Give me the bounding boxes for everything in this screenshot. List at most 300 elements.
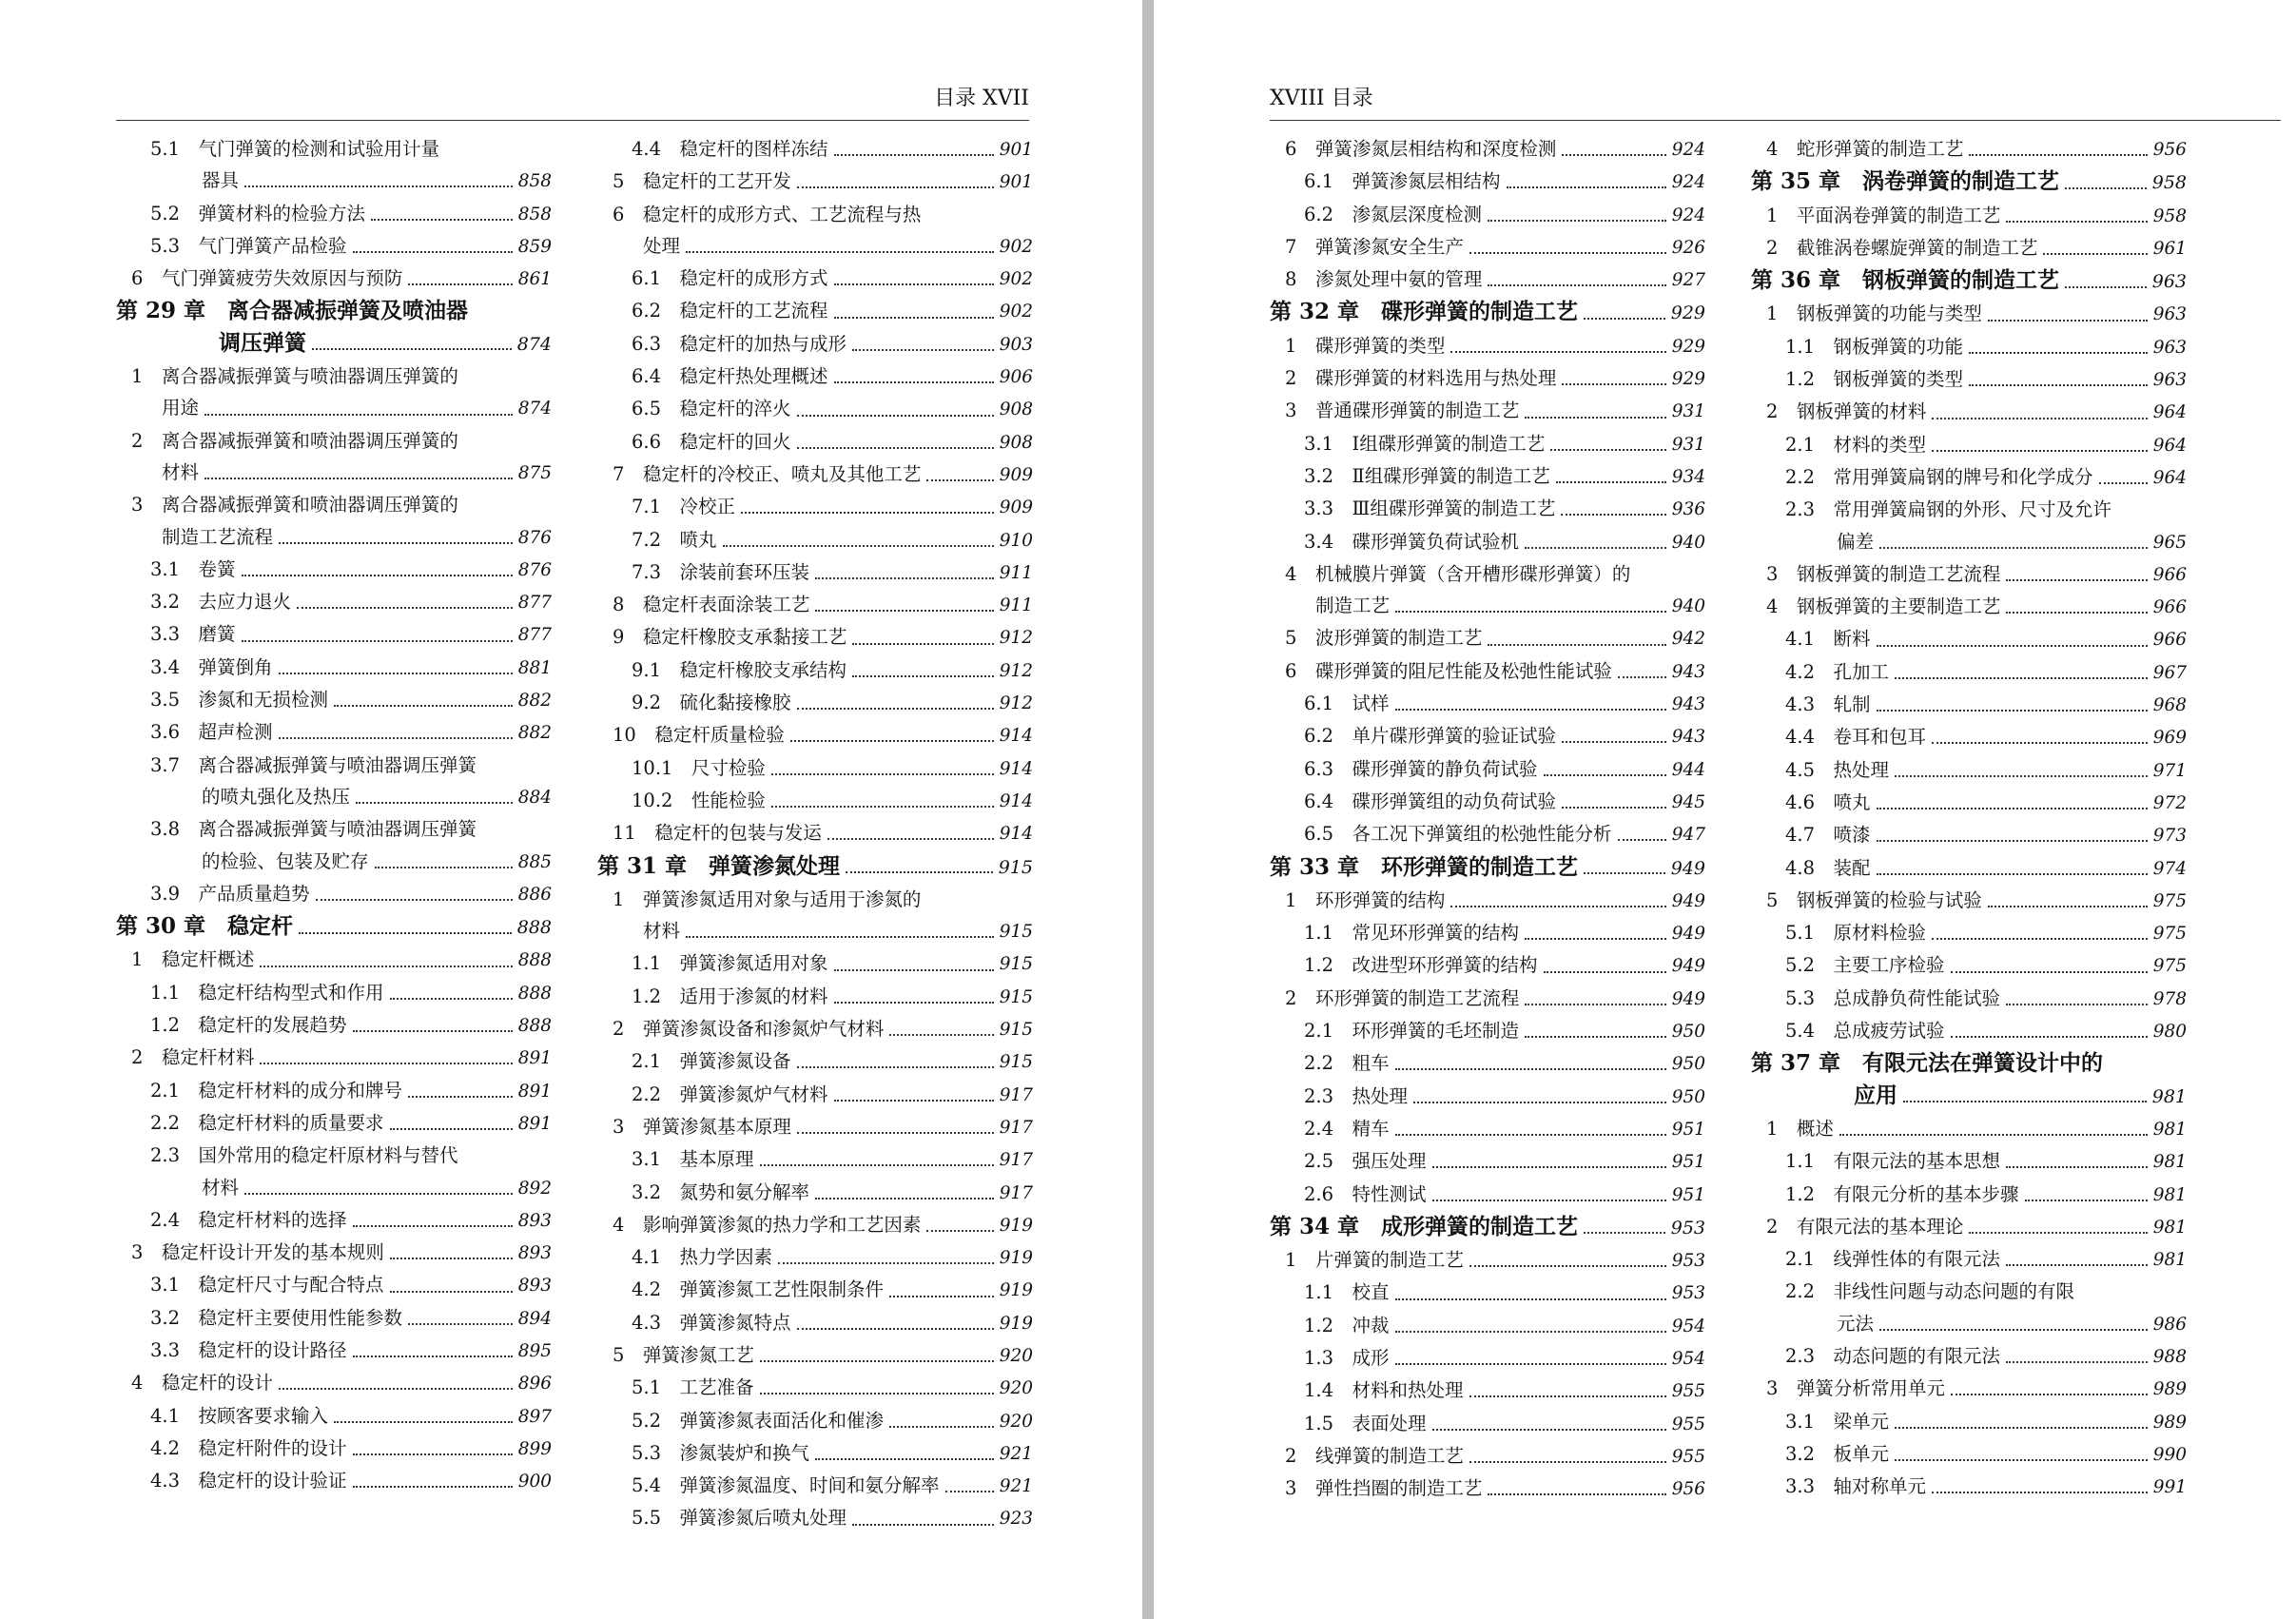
leader-dots [2099, 482, 2148, 484]
toc-entry-title: 9.1 稳定杆橡胶支承结构 [632, 658, 847, 681]
toc-entry-title: 5.2 弹簧渗氮表面活化和催渗 [632, 1409, 885, 1432]
toc-entry[interactable] [1751, 461, 2187, 494]
toc-entry[interactable] [116, 977, 552, 1009]
toc-entry[interactable] [597, 133, 1033, 166]
toc-entry[interactable] [1751, 1276, 2187, 1340]
toc-entry-title: 6.1 弹簧渗氮层相结构 [1304, 170, 1501, 193]
toc-entry[interactable] [116, 1042, 552, 1074]
toc-entry[interactable] [1751, 754, 2187, 787]
toc-page-number: 951 [1671, 1119, 1705, 1140]
toc-entry[interactable] [597, 947, 1033, 980]
leader-dots [1413, 1102, 1666, 1103]
toc-entry[interactable] [597, 524, 1033, 556]
toc-entry[interactable] [1270, 885, 1705, 917]
toc-entry[interactable] [1751, 852, 2187, 885]
toc-entry-title: 第 36 章 钢板弹簧的制造工艺 [1751, 267, 2060, 294]
toc-entry-title: 2 有限元法的基本理论 [1766, 1215, 1964, 1238]
toc-entry[interactable] [597, 491, 1033, 523]
leader-dots [1469, 1265, 1666, 1267]
toc-entry[interactable] [597, 166, 1033, 198]
toc-entry[interactable] [1751, 1471, 2187, 1503]
toc-chapter-entry[interactable] [1270, 296, 1705, 329]
leader-dots [1488, 284, 1665, 286]
toc-entry[interactable] [1270, 786, 1705, 818]
toc-entry[interactable] [1270, 720, 1705, 752]
toc-column [1270, 133, 1705, 1505]
toc-page-number: 886 [517, 884, 552, 905]
toc-chapter-entry[interactable] [116, 295, 552, 361]
toc-entry[interactable] [597, 1437, 1033, 1470]
toc-entry[interactable] [1751, 1340, 2187, 1373]
toc-entry[interactable] [1751, 917, 2187, 949]
leader-dots [1951, 1394, 2148, 1395]
toc-entry[interactable] [597, 687, 1033, 719]
toc-page-number: 978 [2152, 988, 2187, 1009]
toc-entry[interactable] [597, 556, 1033, 589]
toc-entry[interactable] [116, 813, 552, 878]
toc-entry-title: 4.3 弹簧渗氮特点 [632, 1311, 791, 1334]
toc-entry[interactable] [116, 1400, 552, 1433]
toc-entry-title: 材料 [162, 460, 200, 483]
toc-entry[interactable] [1751, 558, 2187, 591]
leader-dots [353, 1453, 513, 1455]
toc-page-number: 915 [998, 856, 1033, 878]
toc-page-number: 986 [2152, 1314, 2187, 1335]
toc-chapter-entry[interactable] [1751, 166, 2187, 199]
toc-entry-title: 1 离合器减振弹簧与喷油器调压弹簧的 [131, 365, 458, 388]
toc-entry[interactable] [597, 295, 1033, 327]
toc-entry-title: 3.3 稳定杆的设计路径 [150, 1338, 347, 1361]
toc-entry[interactable] [1270, 362, 1705, 395]
toc-entry[interactable] [1751, 787, 2187, 819]
toc-entry[interactable] [1751, 133, 2187, 166]
leader-dots [390, 1128, 513, 1130]
toc-entry-title: 1.2 改进型环形弹簧的结构 [1304, 954, 1538, 977]
toc-entry[interactable] [1751, 1243, 2187, 1276]
toc-entry[interactable] [1270, 395, 1705, 427]
leader-dots [1932, 450, 2148, 452]
leader-dots [1507, 186, 1666, 188]
toc-entry[interactable] [1751, 298, 2187, 330]
toc-entry-title: 7.2 喷丸 [632, 528, 717, 551]
toc-entry[interactable] [597, 621, 1033, 653]
toc-entry[interactable] [1751, 494, 2187, 558]
leader-dots [408, 1096, 513, 1098]
toc-entry[interactable] [116, 198, 552, 230]
toc-page-number: 975 [2152, 890, 2187, 911]
toc-entry[interactable] [1270, 1375, 1705, 1407]
toc-entry[interactable] [116, 716, 552, 749]
leader-dots [815, 1198, 994, 1200]
toc-entry[interactable] [597, 1502, 1033, 1534]
toc-entry[interactable] [597, 426, 1033, 458]
toc-entry[interactable] [1751, 591, 2187, 623]
toc-page-number: 963 [2152, 370, 2187, 391]
toc-entry[interactable] [1270, 983, 1705, 1015]
leader-dots [889, 1426, 994, 1428]
toc-entry[interactable] [1270, 558, 1705, 623]
toc-entry-title: 第 37 章 有限元法在弹簧设计中的 [1751, 1050, 2104, 1077]
toc-page-number: 902 [999, 236, 1033, 257]
toc-entry-title: 4 机械膜片弹簧（含开槽形碟形弹簧）的 [1285, 562, 1631, 585]
toc-entry[interactable] [1270, 622, 1705, 654]
leader-dots [1932, 1492, 2148, 1493]
toc-entry[interactable] [116, 1302, 552, 1335]
toc-entry[interactable] [597, 1274, 1033, 1306]
toc-page-number: 949 [1671, 988, 1705, 1009]
toc-entry-title: 2.1 环形弹簧的毛坯制造 [1304, 1020, 1520, 1043]
toc-entry[interactable] [597, 1013, 1033, 1045]
leader-dots [926, 1230, 993, 1232]
toc-entry-title: 6.4 稳定杆热处理概述 [632, 365, 828, 388]
toc-entry[interactable] [1751, 363, 2187, 396]
toc-entry[interactable] [597, 1143, 1033, 1176]
leader-dots [1618, 839, 1666, 841]
toc-entry-title: 2.2 常用弹簧扁钢的牌号和化学成分 [1785, 465, 2093, 488]
toc-entry[interactable] [1751, 1179, 2187, 1211]
toc-entry[interactable] [597, 199, 1033, 263]
toc-entry[interactable] [597, 1405, 1033, 1437]
toc-entry[interactable] [116, 1465, 552, 1497]
toc-entry[interactable] [597, 1241, 1033, 1274]
leader-dots [797, 708, 994, 710]
toc-entry-title: 2.2 稳定杆材料的质量要求 [150, 1111, 384, 1134]
toc-entry-title: 3.8 离合器减振弹簧与喷油器调压弹簧 [150, 818, 477, 841]
toc-chapter-entry[interactable] [1751, 264, 2187, 298]
toc-entry[interactable] [597, 328, 1033, 361]
toc-entry-title: 1 稳定杆概述 [131, 948, 255, 971]
toc-entry[interactable] [1270, 493, 1705, 525]
toc-page-number: 912 [999, 660, 1033, 681]
toc-entry[interactable] [116, 1075, 552, 1107]
toc-entry[interactable] [597, 1339, 1033, 1372]
toc-entry[interactable] [597, 1177, 1033, 1209]
toc-page-number: 858 [517, 204, 552, 224]
toc-entry[interactable] [1751, 983, 2187, 1015]
toc-page-number: 893 [517, 1210, 552, 1231]
leader-dots [2006, 612, 2147, 614]
toc-entry-title: 2.2 弹簧渗氮炉气材料 [632, 1083, 828, 1105]
toc-entry-title: 3 离合器减振弹簧和喷油器调压弹簧的 [131, 494, 458, 517]
toc-entry-title: 1.5 表面处理 [1304, 1412, 1427, 1434]
leader-dots [408, 1323, 513, 1325]
toc-entry[interactable] [116, 263, 552, 295]
toc-page-number: 990 [2152, 1444, 2187, 1465]
toc-page-number: 924 [1671, 140, 1705, 160]
toc-entry[interactable] [1270, 1145, 1705, 1178]
toc-entry[interactable] [1270, 526, 1705, 558]
toc-entry[interactable] [597, 1372, 1033, 1404]
toc-entry[interactable] [116, 750, 552, 814]
leader-dots [797, 415, 994, 417]
leader-dots [1395, 709, 1666, 711]
leader-dots [2006, 1361, 2148, 1363]
toc-entry[interactable] [1270, 1473, 1705, 1505]
toc-entry[interactable] [116, 1009, 552, 1042]
toc-entry[interactable] [116, 133, 552, 198]
toc-entry[interactable] [116, 1237, 552, 1269]
leader-dots [1895, 1459, 2148, 1461]
toc-entry-title: 调压弹簧 [219, 329, 306, 356]
leader-dots [1395, 611, 1666, 613]
toc-entry[interactable] [1751, 656, 2187, 689]
toc-entry[interactable] [1751, 885, 2187, 917]
toc-entry[interactable] [597, 752, 1033, 785]
toc-entry[interactable] [1270, 1113, 1705, 1145]
toc-page-number: 885 [517, 851, 552, 872]
toc-entry[interactable] [116, 554, 552, 586]
toc-entry[interactable] [116, 1335, 552, 1367]
toc-entry[interactable] [597, 785, 1033, 817]
toc-entry[interactable] [1270, 1244, 1705, 1277]
toc-entry[interactable] [597, 263, 1033, 295]
left-page [0, 0, 1142, 1619]
toc-chapter-entry[interactable] [1751, 1047, 2187, 1113]
toc-entry[interactable] [116, 586, 552, 618]
toc-entry-title: 偏差 [1837, 530, 1875, 553]
toc-entry[interactable] [1270, 917, 1705, 949]
toc-chapter-entry[interactable] [116, 910, 552, 944]
leader-dots [1988, 320, 2148, 322]
toc-entry[interactable] [1751, 1015, 2187, 1047]
toc-entry[interactable] [597, 654, 1033, 687]
toc-page-number: 969 [2152, 728, 2187, 749]
toc-page-number: 920 [999, 1411, 1033, 1432]
leader-dots [408, 283, 512, 285]
toc-entry[interactable] [597, 1307, 1033, 1339]
toc-entry[interactable] [1270, 1440, 1705, 1473]
leader-dots [1969, 352, 2148, 354]
toc-entry[interactable] [1751, 232, 2187, 264]
leader-dots [1395, 1331, 1666, 1333]
toc-entry-title: 4 蛇形弹簧的制造工艺 [1766, 138, 1964, 160]
toc-entry[interactable] [116, 1204, 552, 1237]
toc-entry-title: 制造工艺 [1315, 595, 1391, 617]
toc-entry[interactable] [1270, 1179, 1705, 1211]
toc-entry[interactable] [116, 230, 552, 263]
leader-dots [945, 1491, 994, 1492]
toc-page-number: 950 [1671, 1022, 1705, 1043]
toc-entry[interactable] [1270, 1081, 1705, 1113]
toc-entry[interactable] [1270, 166, 1705, 198]
leader-dots [1584, 318, 1665, 320]
leader-dots [1469, 252, 1666, 254]
toc-entry[interactable] [597, 1209, 1033, 1241]
toc-page-number: 981 [2152, 1152, 2187, 1173]
toc-page-number: 955 [1671, 1446, 1705, 1467]
toc-entry-title: 4.4 卷耳和包耳 [1785, 726, 1927, 749]
toc-entry[interactable] [597, 1045, 1033, 1078]
toc-entry[interactable] [1751, 331, 2187, 363]
toc-entry-title: 1.2 钢板弹簧的类型 [1785, 368, 1964, 391]
toc-entry-title: 9.2 硫化黏接橡胶 [632, 692, 791, 714]
toc-entry-title: 3.3 磨簧 [150, 623, 236, 646]
leader-dots [889, 1034, 993, 1036]
toc-entry[interactable] [1270, 949, 1705, 982]
leader-dots [1450, 351, 1665, 353]
toc-entry-title: 3.7 离合器减振弹簧与喷油器调压弹簧 [150, 753, 477, 776]
leader-dots [1395, 1298, 1666, 1300]
toc-entry[interactable] [1270, 199, 1705, 231]
toc-page-number: 965 [2152, 532, 2187, 553]
leader-dots [815, 577, 994, 579]
toc-entry-title: 1.4 材料和热处理 [1304, 1379, 1464, 1402]
toc-entry-title: 5.2 主要工序检验 [1785, 954, 1945, 977]
leader-dots [2006, 1004, 2148, 1005]
leader-dots [1469, 1395, 1666, 1397]
toc-entry-title: 3.3 Ⅲ组碟形弹簧的制造工艺 [1304, 497, 1556, 520]
leader-dots [741, 512, 994, 514]
toc-entry[interactable] [116, 489, 552, 554]
toc-entry[interactable] [1270, 688, 1705, 720]
leader-dots [686, 251, 994, 253]
toc-entry[interactable] [1270, 263, 1705, 296]
toc-page-number: 915 [999, 922, 1033, 943]
leader-dots [1969, 384, 2148, 386]
leader-dots [244, 185, 513, 187]
toc-entry[interactable] [1751, 1211, 2187, 1243]
toc-entry[interactable] [597, 1470, 1033, 1502]
toc-entry[interactable] [597, 458, 1033, 491]
toc-entry[interactable] [1751, 1406, 2187, 1438]
leader-dots [1879, 1329, 2148, 1331]
toc-entry[interactable] [116, 1269, 552, 1301]
toc-page-number: 931 [1671, 401, 1705, 422]
toc-chapter-entry[interactable] [597, 850, 1033, 884]
toc-entry[interactable] [597, 884, 1033, 948]
toc-entry-title: 3 钢板弹簧的制造工艺流程 [1766, 562, 2001, 585]
toc-entry[interactable] [1751, 429, 2187, 461]
toc-page-number: 972 [2152, 792, 2187, 813]
toc-entry[interactable] [1751, 819, 2187, 851]
toc-entry-title: 9 稳定杆橡胶支承黏接工艺 [613, 626, 847, 649]
toc-page-number: 934 [1671, 466, 1705, 487]
toc-entry-title: 3.1 Ⅰ组碟形弹簧的制造工艺 [1304, 432, 1546, 455]
toc-entry[interactable] [1751, 949, 2187, 982]
toc-page-number: 875 [517, 462, 552, 483]
toc-entry[interactable] [1270, 1277, 1705, 1309]
toc-entry-title: 2.2 粗车 [1304, 1052, 1390, 1075]
toc-entry-title: 第 33 章 环形弹簧的制造工艺 [1270, 853, 1579, 880]
toc-entry-title: 4.7 喷漆 [1785, 824, 1871, 847]
toc-entry[interactable] [116, 361, 552, 425]
toc-entry-title: 材料 [202, 1176, 240, 1199]
toc-page-number: 914 [999, 824, 1033, 845]
toc-page-number: 953 [1671, 1251, 1705, 1272]
toc-entry[interactable] [597, 817, 1033, 849]
toc-entry[interactable] [597, 361, 1033, 393]
toc-entry[interactable] [597, 1111, 1033, 1143]
toc-page-number: 944 [1671, 759, 1705, 780]
toc-entry[interactable] [1751, 200, 2187, 232]
toc-entry-title: 1.1 稳定杆结构型式和作用 [150, 981, 384, 1004]
toc-entry[interactable] [116, 1433, 552, 1465]
toc-page-number: 896 [517, 1374, 552, 1395]
toc-entry[interactable] [116, 1367, 552, 1399]
toc-entry[interactable] [597, 1079, 1033, 1111]
toc-page-number: 909 [999, 464, 1033, 485]
leader-dots [1544, 774, 1666, 776]
toc-page-number: 917 [999, 1150, 1033, 1171]
toc-entry[interactable] [1270, 428, 1705, 460]
toc-entry[interactable] [116, 652, 552, 684]
toc-entry[interactable] [1270, 1310, 1705, 1342]
leader-dots [1561, 514, 1665, 516]
toc-entry-title: 8 渗氮处理中氨的管理 [1285, 268, 1483, 291]
toc-entry-title: 6 弹簧渗氮层相结构和深度检测 [1285, 138, 1557, 160]
toc-entry[interactable] [1270, 231, 1705, 263]
toc-entry-title: 5 钢板弹簧的检验与试验 [1766, 888, 1982, 911]
toc-entry[interactable] [1751, 396, 2187, 428]
toc-page-number: 981 [2151, 1085, 2187, 1107]
toc-entry[interactable] [116, 425, 552, 490]
toc-page-number: 955 [1671, 1381, 1705, 1402]
leader-dots [2006, 1264, 2148, 1266]
toc-entry[interactable] [597, 981, 1033, 1013]
toc-entry[interactable] [1751, 721, 2187, 753]
toc-entry[interactable] [116, 944, 552, 976]
toc-entry-title: 7 弹簧渗氮安全生产 [1285, 235, 1464, 258]
toc-entry-title: 2 截锥涡卷螺旋弹簧的制造工艺 [1766, 236, 2038, 259]
toc-entry[interactable] [116, 1140, 552, 1204]
toc-entry[interactable] [1751, 1373, 2187, 1405]
toc-chapter-entry[interactable] [1270, 851, 1705, 885]
toc-entry[interactable] [1270, 1047, 1705, 1080]
toc-entry-title: 1 碟形弹簧的类型 [1285, 334, 1446, 357]
toc-page-number: 888 [516, 917, 552, 939]
toc-entry-title: 10 稳定杆质量检验 [613, 724, 785, 747]
toc-page-number: 923 [999, 1509, 1033, 1530]
toc-entry[interactable] [1751, 1438, 2187, 1471]
leader-dots [771, 773, 994, 775]
toc-entry[interactable] [116, 1107, 552, 1140]
leader-dots [1903, 1101, 2147, 1102]
toc-entry[interactable] [1270, 655, 1705, 688]
toc-page-number: 892 [517, 1178, 552, 1199]
toc-entry[interactable] [116, 878, 552, 910]
toc-entry[interactable] [1270, 1408, 1705, 1440]
toc-entry[interactable] [1751, 1145, 2187, 1178]
toc-entry[interactable] [1751, 1113, 2187, 1145]
toc-page-number: 920 [999, 1378, 1033, 1399]
toc-entry-title: 4.1 断料 [1785, 628, 1871, 651]
toc-entry[interactable] [597, 589, 1033, 621]
toc-page-number: 951 [1671, 1184, 1705, 1205]
toc-entry-title: 1.2 冲裁 [1304, 1314, 1390, 1336]
toc-entry[interactable] [1270, 1342, 1705, 1375]
toc-page-number: 874 [516, 333, 552, 355]
toc-entry[interactable] [1270, 460, 1705, 493]
toc-page-number: 888 [517, 950, 552, 971]
toc-page-number: 971 [2152, 760, 2187, 781]
toc-entry[interactable] [116, 684, 552, 716]
toc-entry[interactable] [1270, 133, 1705, 166]
toc-entry[interactable] [1751, 623, 2187, 655]
toc-entry[interactable] [1751, 689, 2187, 721]
leader-dots [1488, 1493, 1665, 1495]
toc-entry[interactable] [597, 719, 1033, 751]
leader-dots [1550, 449, 1665, 451]
toc-chapter-entry[interactable] [1270, 1211, 1705, 1244]
toc-entry[interactable] [116, 618, 552, 651]
toc-page-number: 947 [1671, 825, 1705, 846]
toc-page-number: 968 [2152, 695, 2187, 716]
toc-entry[interactable] [1270, 753, 1705, 786]
toc-entry[interactable] [597, 393, 1033, 425]
toc-entry[interactable] [1270, 818, 1705, 850]
toc-entry[interactable] [1270, 330, 1705, 362]
toc-entry[interactable] [1270, 1015, 1705, 1047]
